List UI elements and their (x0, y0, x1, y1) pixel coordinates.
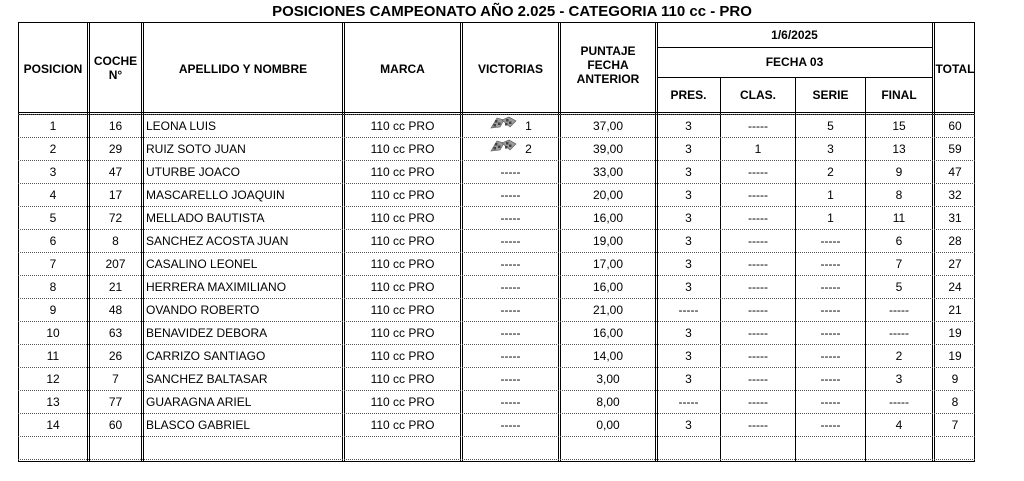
cell-final: 6 (895, 234, 903, 248)
victorias-value: 2 (525, 142, 532, 156)
cell-total: 31 (948, 211, 962, 225)
cell-pres: 3 (685, 257, 692, 271)
cell-marca: 110 cc PRO (370, 280, 435, 294)
cell-marca: 110 cc PRO (370, 418, 435, 432)
cell-puntaje: 33,00 (592, 165, 624, 179)
cell-puntaje: 3,00 (596, 372, 620, 386)
cell-final: 11 (892, 211, 906, 225)
header-apellido: APELLIDO Y NOMBRE (178, 62, 308, 76)
row-divider (18, 459, 975, 460)
cell-serie: ----- (820, 418, 841, 432)
cell-nombre: UTURBE JOACO (146, 165, 241, 179)
cell-puntaje: 20,00 (592, 188, 624, 202)
cell-pos: 12 (46, 372, 60, 386)
cell-pos: 10 (46, 326, 60, 340)
cell-marca: 110 cc PRO (370, 257, 435, 271)
cell-serie: ----- (820, 326, 841, 340)
cell-nombre: RUIZ SOTO JUAN (146, 142, 246, 156)
header-coche-line2: N° (108, 68, 123, 82)
cell-coche: 207 (105, 257, 126, 271)
cell-clas: ----- (748, 395, 768, 409)
cell-puntaje: 16,00 (592, 326, 624, 340)
cell-marca: 110 cc PRO (370, 303, 435, 317)
cell-pres: ----- (678, 395, 699, 409)
cell-victorias: ----- (500, 303, 521, 317)
cell-nombre: CASALINO LEONEL (146, 257, 258, 271)
cell-coche: 17 (108, 188, 123, 202)
cell-clas: ----- (748, 211, 768, 225)
cell-serie: ----- (820, 257, 841, 271)
cell-final: ----- (889, 326, 909, 340)
header-fecha: FECHA 03 (765, 55, 824, 69)
cell-serie: 1 (827, 188, 834, 202)
cell-coche: 26 (108, 349, 123, 363)
cell-final: ----- (889, 303, 909, 317)
cell-final: 3 (895, 372, 903, 386)
victorias-value: 1 (525, 119, 532, 133)
cell-coche: 29 (108, 142, 123, 156)
cell-nombre: OVANDO ROBERTO (146, 303, 260, 317)
cell-victorias: ----- (500, 234, 521, 248)
cell-clas: ----- (748, 119, 768, 133)
cell-clas: ----- (748, 280, 768, 294)
cell-serie: ----- (820, 349, 841, 363)
cell-final: 15 (892, 119, 906, 133)
cell-pres: 3 (685, 142, 692, 156)
cell-pos: 14 (46, 418, 60, 432)
cell-nombre: SANCHEZ ACOSTA JUAN (146, 234, 289, 248)
cell-serie: ----- (820, 234, 841, 248)
cell-total: 8 (951, 395, 959, 409)
cell-victorias: ----- (500, 372, 521, 386)
cell-total: 32 (948, 188, 962, 202)
header-divider (657, 47, 933, 48)
cell-pos: 5 (49, 211, 57, 225)
cell-serie: ----- (820, 395, 841, 409)
cell-nombre: BENAVIDEZ DEBORA (146, 326, 268, 340)
cell-marca: 110 cc PRO (370, 395, 435, 409)
cell-pres: 3 (685, 211, 692, 225)
cell-pos: 1 (49, 119, 57, 133)
header-puntaje-line2: FECHA (587, 58, 629, 72)
cell-puntaje: 0,00 (596, 418, 620, 432)
header-total: TOTAL (935, 62, 975, 76)
cell-serie: ----- (820, 372, 841, 386)
cell-victorias: ----- (500, 280, 521, 294)
cell-victorias: ----- (500, 257, 521, 271)
cell-puntaje: 37,00 (592, 119, 624, 133)
cell-total: 47 (948, 165, 962, 179)
page-title: POSICIONES CAMPEONATO AÑO 2.025 - CATEGORIA 110 cc - PRO (272, 3, 752, 20)
cell-pres: ----- (678, 303, 699, 317)
cell-clas: ----- (748, 165, 768, 179)
cell-victorias: ----- (500, 326, 521, 340)
cell-marca: 110 cc PRO (370, 142, 435, 156)
cell-clas: ----- (748, 372, 768, 386)
cell-pres: 3 (685, 234, 692, 248)
cell-marca: 110 cc PRO (370, 372, 435, 386)
cell-final: 2 (895, 349, 903, 363)
cell-marca: 110 cc PRO (370, 349, 435, 363)
cell-puntaje: 14,00 (592, 349, 624, 363)
cell-pres: 3 (685, 119, 692, 133)
cell-marca: 110 cc PRO (370, 326, 435, 340)
cell-victorias: ----- (500, 165, 521, 179)
header-puntaje-line3: ANTERIOR (576, 72, 640, 86)
cell-puntaje: 17,00 (592, 257, 624, 271)
cell-victorias: ----- (500, 349, 521, 363)
cell-clas: ----- (748, 188, 768, 202)
cell-pres: 3 (685, 418, 692, 432)
cell-pres: 3 (685, 372, 692, 386)
cell-final: 7 (895, 257, 903, 271)
cell-final: 5 (895, 280, 903, 294)
cell-coche: 63 (108, 326, 123, 340)
cell-nombre: MELLADO BAUTISTA (146, 211, 265, 225)
cell-pres: 3 (685, 280, 692, 294)
cell-marca: 110 cc PRO (370, 119, 435, 133)
header-coche-line1: COCHE (93, 54, 138, 68)
cell-coche: 72 (108, 211, 123, 225)
cell-puntaje: 19,00 (592, 234, 624, 248)
cell-pos: 7 (49, 257, 57, 271)
cell-nombre: CARRIZO SANTIAGO (146, 349, 266, 363)
cell-total: 60 (948, 119, 962, 133)
cell-total: 28 (948, 234, 962, 248)
cell-pos: 9 (49, 303, 57, 317)
cell-clas: ----- (748, 326, 768, 340)
header-final: FINAL (881, 88, 917, 102)
cell-puntaje: 39,00 (592, 142, 624, 156)
cell-victorias: ----- (500, 211, 521, 225)
cell-coche: 21 (108, 280, 123, 294)
cell-nombre: GUARAGNA ARIEL (146, 395, 252, 409)
cell-serie: ----- (820, 280, 841, 294)
col-divider (141, 22, 144, 462)
cell-final: 4 (895, 418, 903, 432)
header-puntaje (561, 44, 655, 86)
cell-puntaje: 21,00 (592, 303, 624, 317)
cell-total: 19 (948, 326, 962, 340)
header-clas: CLAS. (740, 88, 776, 102)
cell-coche: 47 (108, 165, 123, 179)
cell-pos: 8 (49, 280, 57, 294)
cell-clas: ----- (748, 234, 768, 248)
cell-victorias: ----- (500, 418, 521, 432)
cell-serie: 1 (827, 211, 834, 225)
cell-total: 7 (951, 418, 959, 432)
cell-total: 24 (948, 280, 962, 294)
cell-marca: 110 cc PRO (370, 211, 435, 225)
cell-serie: ----- (820, 303, 841, 317)
header-marca: MARCA (380, 62, 425, 76)
cell-victorias: ----- (500, 188, 521, 202)
cell-total: 27 (948, 257, 962, 271)
header-date: 1/6/2025 (771, 28, 818, 42)
cell-total: 19 (948, 349, 962, 363)
cell-victorias (463, 115, 558, 138)
checkered-flags-icon (489, 138, 519, 161)
header-divider (657, 77, 933, 78)
cell-clas: ----- (748, 303, 768, 317)
cell-final: 8 (895, 188, 903, 202)
cell-marca: 110 cc PRO (370, 165, 435, 179)
cell-coche: 7 (112, 372, 119, 386)
cell-pos: 6 (49, 234, 57, 248)
header-victorias: VICTORIAS (477, 62, 544, 76)
cell-nombre: LEONA LUIS (146, 119, 217, 133)
cell-marca: 110 cc PRO (370, 234, 435, 248)
header-coche (90, 54, 141, 82)
cell-clas: ----- (748, 257, 768, 271)
cell-clas: ----- (748, 418, 768, 432)
cell-serie: 5 (827, 119, 834, 133)
cell-serie: 3 (827, 142, 834, 156)
cell-final: 13 (892, 142, 906, 156)
cell-pos: 11 (46, 349, 60, 363)
cell-puntaje: 16,00 (592, 211, 624, 225)
cell-nombre: SANCHEZ BALTASAR (146, 372, 268, 386)
checkered-flags-icon (489, 115, 519, 138)
cell-coche: 16 (108, 119, 123, 133)
cell-coche: 60 (108, 418, 123, 432)
cell-victorias (463, 138, 558, 161)
header-puntaje-line1: PUNTAJE (580, 44, 636, 58)
cell-total: 21 (948, 303, 962, 317)
cell-clas: 1 (754, 142, 762, 156)
cell-nombre: BLASCO GABRIEL (146, 418, 251, 432)
header-pres: PRES. (670, 88, 707, 102)
cell-pos: 13 (46, 395, 60, 409)
cell-coche: 77 (108, 395, 123, 409)
cell-nombre: HERRERA MAXIMILIANO (146, 280, 287, 294)
cell-coche: 48 (108, 303, 123, 317)
cell-clas: ----- (748, 349, 768, 363)
header-serie: SERIE (812, 88, 849, 102)
cell-puntaje: 8,00 (596, 395, 620, 409)
cell-final: 9 (895, 165, 903, 179)
cell-nombre: MASCARELLO JOAQUIN (146, 188, 285, 202)
cell-pres: 3 (685, 349, 692, 363)
header-posicion: POSICION (23, 62, 83, 76)
cell-serie: 2 (827, 165, 834, 179)
cell-pos: 4 (49, 188, 57, 202)
cell-coche: 8 (112, 234, 119, 248)
cell-total: 59 (948, 142, 962, 156)
cell-final: ----- (889, 395, 909, 409)
cell-total: 9 (951, 372, 959, 386)
cell-victorias: ----- (500, 395, 521, 409)
cell-marca: 110 cc PRO (370, 188, 435, 202)
cell-pres: 3 (685, 165, 692, 179)
cell-puntaje: 16,00 (592, 280, 624, 294)
cell-pos: 3 (49, 165, 57, 179)
cell-pos: 2 (49, 142, 57, 156)
cell-pres: 3 (685, 326, 692, 340)
cell-pres: 3 (685, 188, 692, 202)
